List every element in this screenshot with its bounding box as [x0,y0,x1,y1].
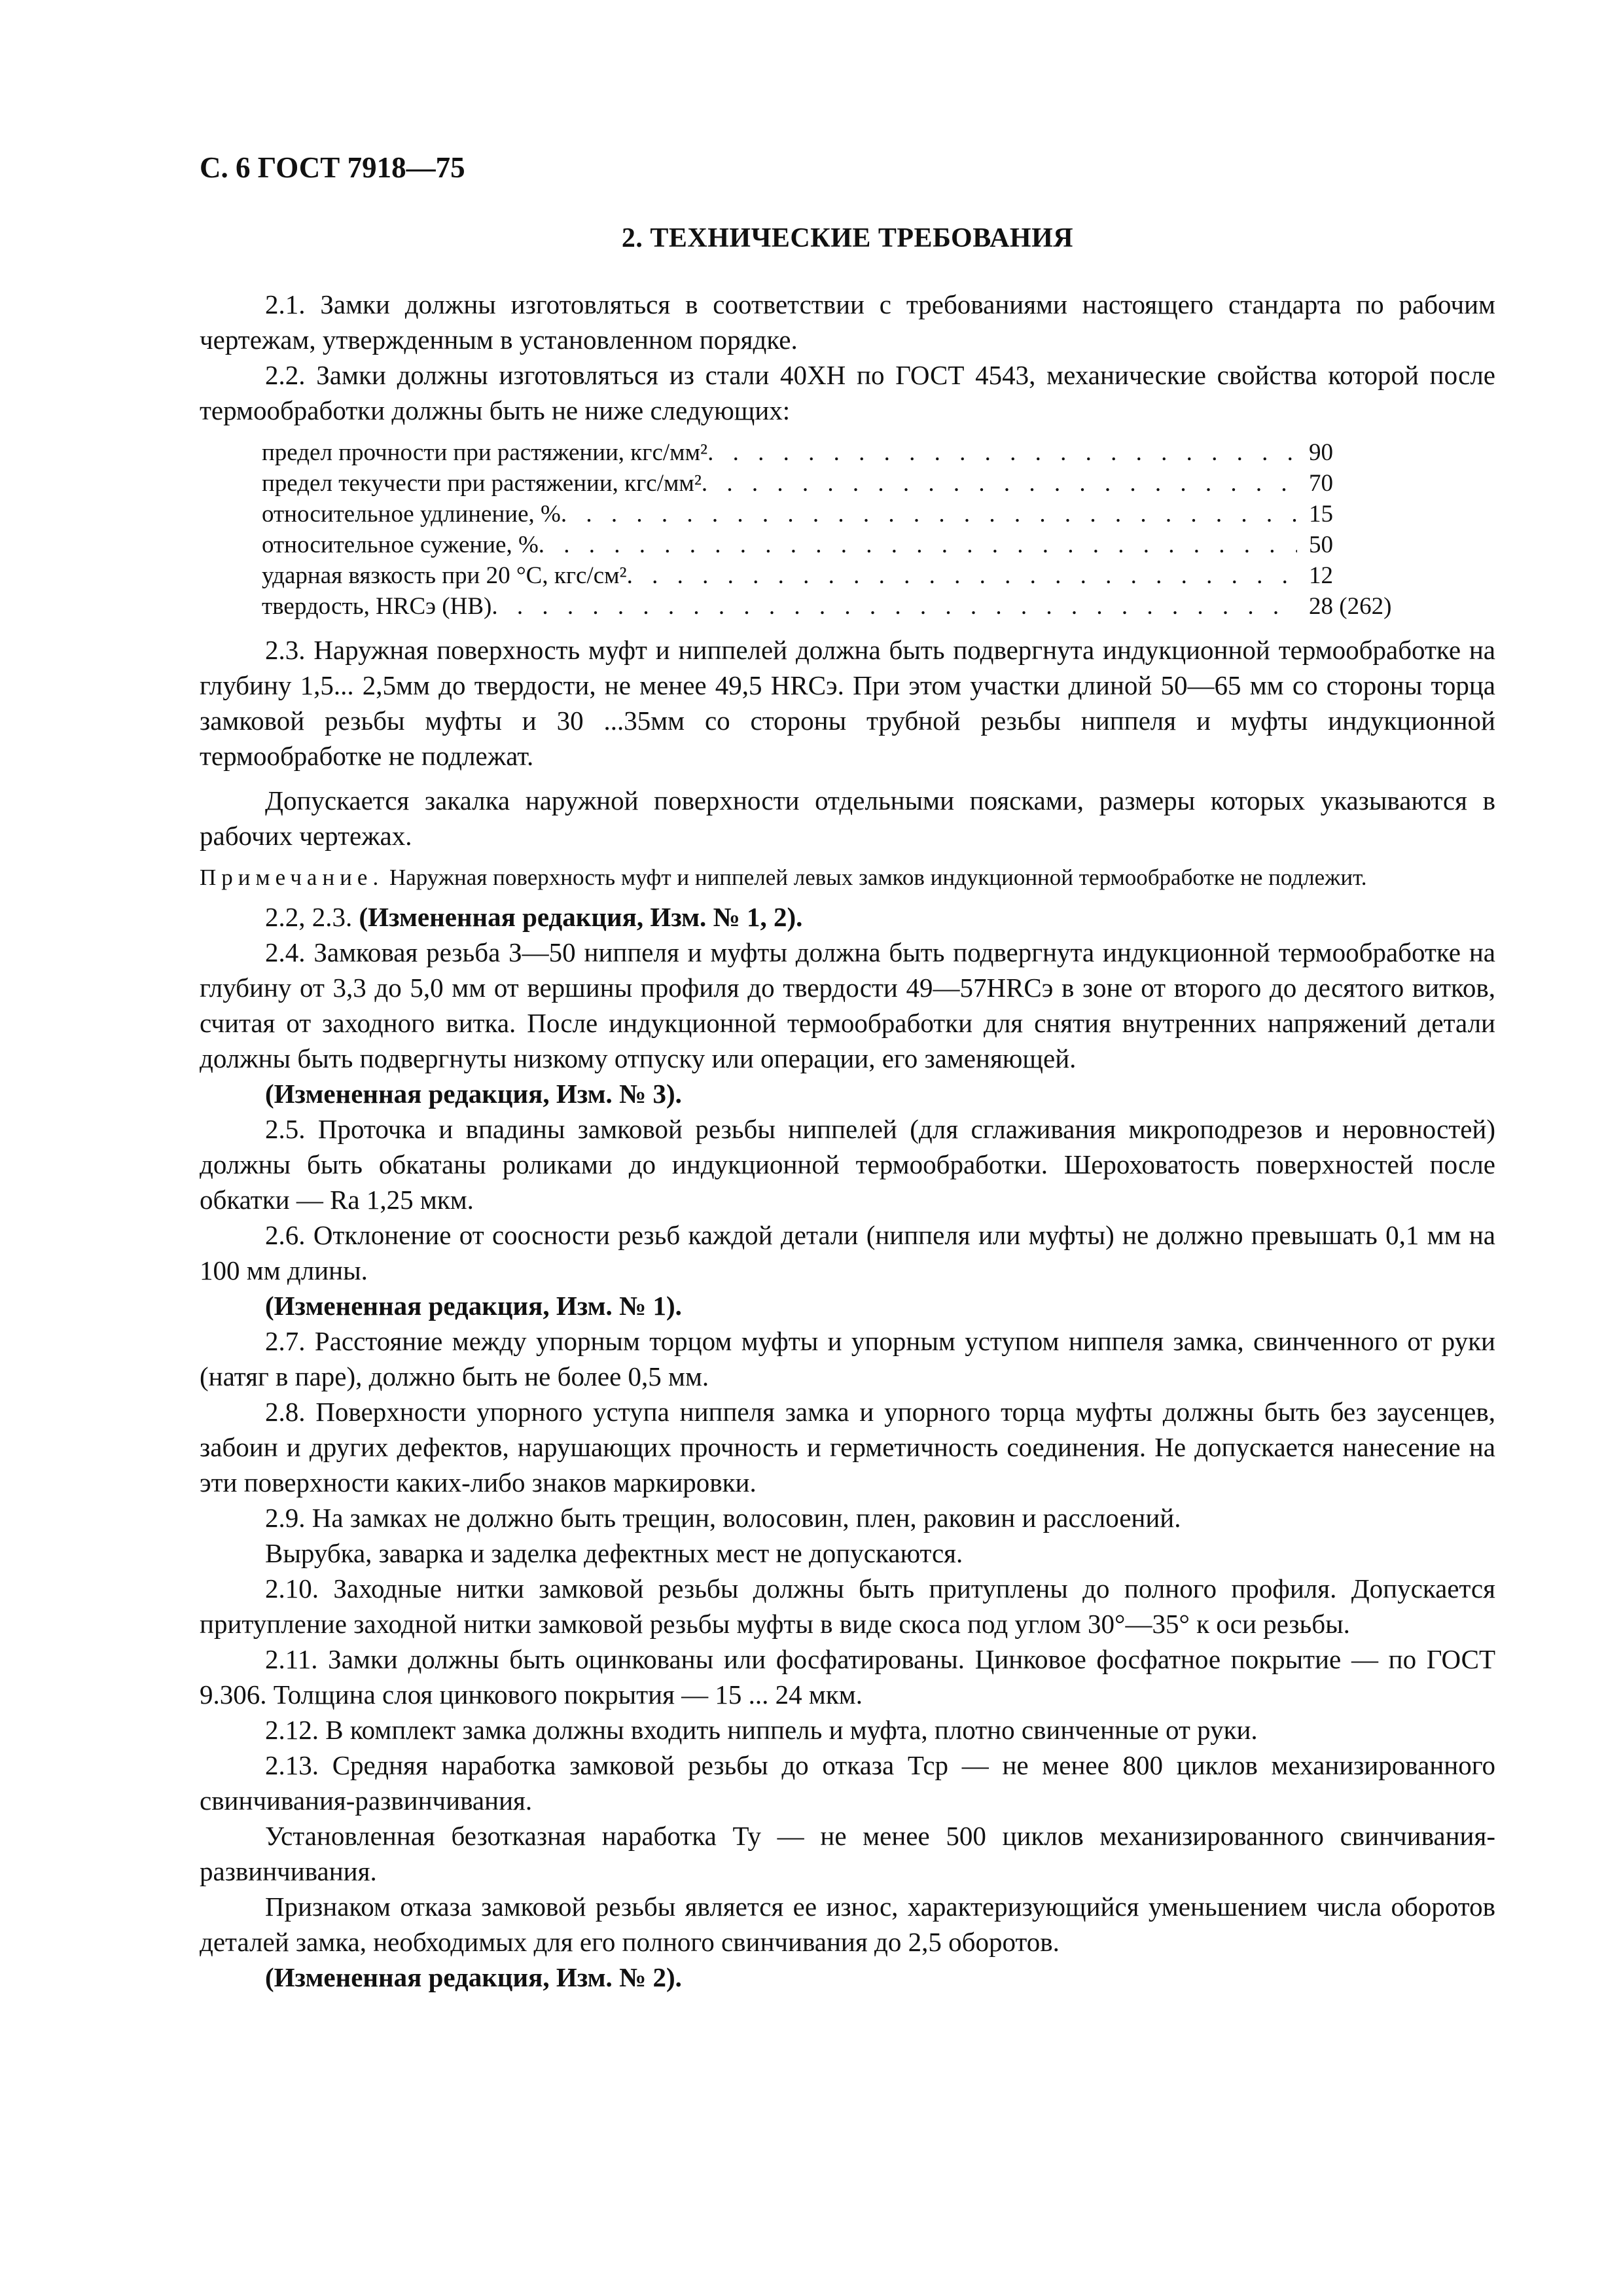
property-value: 28 (262) [1309,593,1392,620]
property-value: 90 [1309,439,1333,466]
property-label: ударная вязкость при 20 °С, кгс/см² [262,562,627,589]
property-label: относительное удлинение, % [262,501,561,528]
property-row [262,529,1414,560]
paragraph-2-13-failure: Признаком отказа замковой резьбы является ее износ, характеризующийся уменьшением числа оборотов деталей замка, необходимых для его полного свинчивания до 2,5 оборотов. [200,1892,1495,1957]
revision-text: (Измененная редакция, Изм. № 1, 2). [359,902,803,932]
properties-list [262,437,1414,622]
paragraph-2-4: 2.4. Замковая резьба З—50 ниппеля и муфты должна быть подвергнута индукционной термообработке на глубину от 3,3 до 5,0 мм от вершины профиля до твердости 49—57HRCэ в зоне от второго до десятого витков, считая от заходного витка. После индукционной термообработки для снятия внутренних напряжений детали должны быть подвергнуты низкому отпуску или операции, его заменяющей. [200,937,1495,1073]
property-row [262,499,1414,529]
revision-note-2-2-2-3 [200,899,1495,935]
revision-note-2-13: (Измененная редакция, Изм. № 2). [265,1962,682,1992]
revision-prefix: 2.2, 2.3. [265,902,353,932]
paragraph-2-1: 2.1. Замки должны изготовляться в соответствии с требованиями настоящего стандарта по рабочим чертежам, утвержденным в установленном порядке. [200,289,1495,355]
paragraph-2-5: 2.5. Проточка и впадины замковой резьбы ниппелей (для сглаживания микроподрезов и неровностей) должны быть обкатаны роликами до индукционной термообработки. Шероховатость поверхностей после обкатки — Ra 1,25 мкм. [200,1114,1495,1215]
property-label: твердость, HRCэ (НВ) [262,593,492,620]
property-row [262,437,1414,468]
paragraph-2-11: 2.11. Замки должны быть оцинкованы или фосфатированы. Цинковое фосфатное покрытие — по ГОСТ 9.306. Толщина слоя цинкового покрытия — 15 ... 24 мкм. [200,1644,1495,1710]
paragraph-2-10: 2.10. Заходные нитки замковой резьбы должны быть притуплены до полного профиля. Допускается притупление заходной нитки замковой резьбы муфты в виде скоса под углом 30°—35° к оси резьбы. [200,1573,1495,1639]
leader-dots [707,437,1297,468]
property-row [262,468,1414,499]
property-label: предел текучести при растяжении, кгс/мм² [262,470,702,497]
property-value: 12 [1309,562,1333,589]
leader-dots [491,591,1297,622]
section-title: 2. ТЕХНИЧЕСКИЕ ТРЕБОВАНИЯ [621,223,1074,253]
property-row [262,591,1414,622]
leader-dots [627,560,1297,591]
paragraph-2-3: 2.3. Наружная поверхность муфт и ниппелей должна быть подвергнута индукционной термообработке на глубину 1,5... 2,5мм до твердости, не менее 49,5 HRCэ. При этом участки длиной 50—65 мм со стороны торца замковой резьбы муфты и 30 ...35мм со стороны трубной резьбы ниппеля и муфты индукционной термообработке не подлежат. [200,635,1495,771]
paragraph-2-12: 2.12. В комплект замка должны входить ниппель и муфта, плотно свинченные от руки. [265,1715,1258,1745]
revision-note-2-4: (Измененная редакция, Изм. № 3). [265,1079,682,1109]
paragraph-2-6: 2.6. Отклонение от соосности резьб каждой детали (ниппеля или муфты) не должно превышать 0,1 мм на 100 мм длины. [200,1220,1495,1285]
paragraph-2-9: 2.9. На замках не должно быть трещин, волосовин, плен, раковин и расслоений. [265,1503,1181,1533]
note [200,863,1495,893]
property-label: относительное сужение, % [262,531,539,558]
paragraph-2-2: 2.2. Замки должны изготовляться из стали 40ХН по ГОСТ 4543, механические свойства которой после термообработки должны быть не ниже следующих: [200,360,1495,425]
document-page [200,151,1495,1995]
property-value: 15 [1309,501,1333,528]
paragraph-2-8: 2.8. Поверхности упорного уступа ниппеля замка и упорного торца муфты должны быть без заусенцев, забоин и других дефектов, нарушающих прочность и герметичность соединения. Не допускается нанесение на эти поверхности каких-либо знаков маркировки. [200,1397,1495,1498]
paragraph-2-13: 2.13. Средняя наработка замковой резьбы до отказа Тср — не менее 800 циклов механизированного свинчивания-развинчивания. [200,1750,1495,1816]
paragraph-2-7: 2.7. Расстояние между упорным торцом муфты и упорным уступом ниппеля замка, свинченного от руки (натяг в паре), должно быть не более 0,5 мм. [200,1326,1495,1391]
paragraph-2-9-defects: Вырубка, заварка и заделка дефектных мест не допускаются. [265,1538,963,1568]
leader-dots [539,529,1297,560]
paragraph-2-13-reliability: Установленная безотказная наработка Ту — не менее 500 циклов механизированного свинчивания-развинчивания. [200,1821,1495,1886]
property-row [262,560,1414,591]
leader-dots [561,499,1297,529]
note-label: Примечание. [200,865,384,890]
page-header: С. 6 ГОСТ 7918—75 [200,151,465,184]
leader-dots [702,468,1297,499]
property-label: предел прочности при растяжении, кгс/мм² [262,439,708,466]
property-value: 50 [1309,531,1333,558]
revision-note-2-6: (Измененная редакция, Изм. № 1). [265,1291,682,1321]
paragraph-2-3-tolerance: Допускается закалка наружной поверхности отдельными поясками, размеры которых указываются в рабочих чертежах. [200,785,1495,851]
property-value: 70 [1309,470,1333,497]
note-text: Наружная поверхность муфт и ниппелей левых замков индукционной термообработке не подлежит. [389,865,1367,890]
